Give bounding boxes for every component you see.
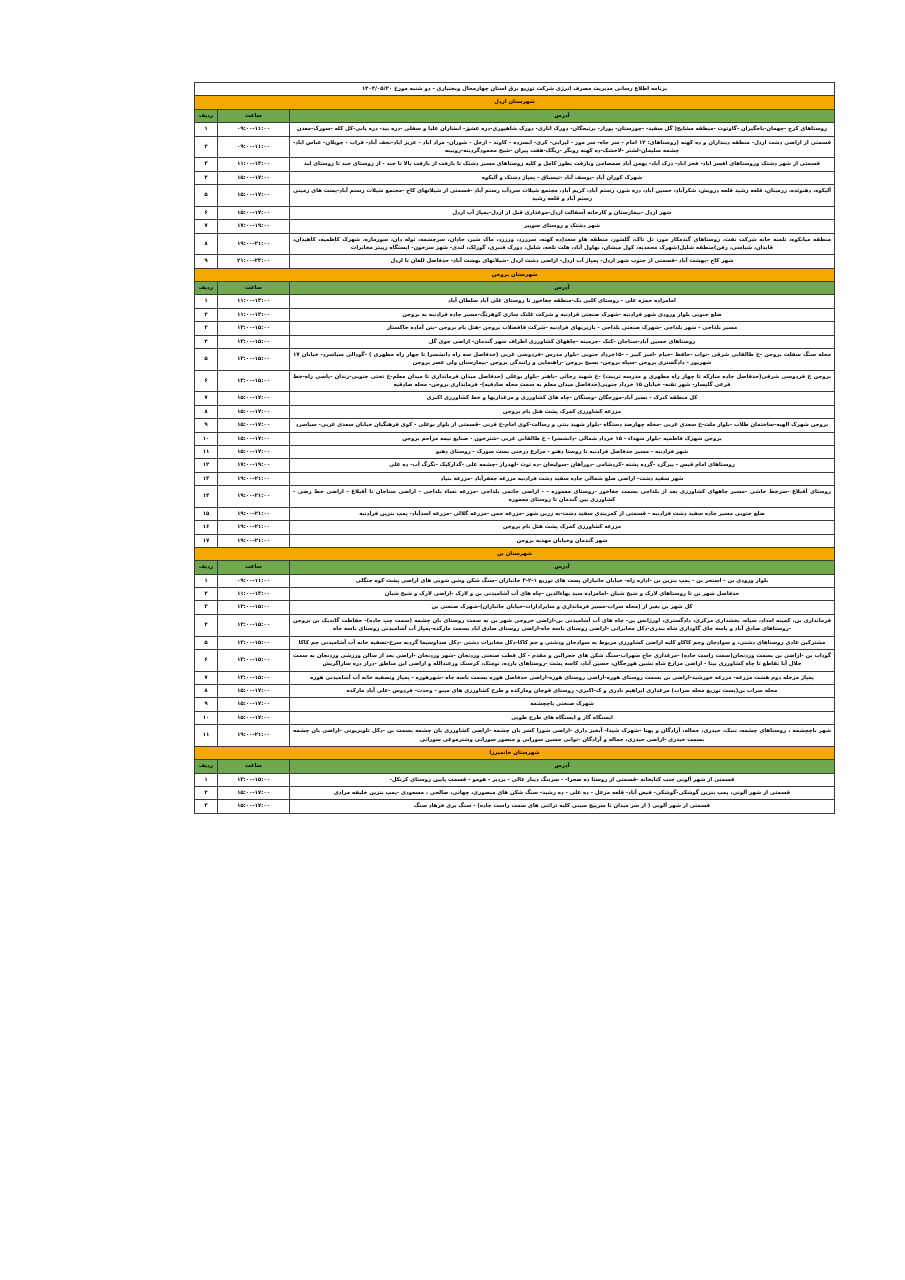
city-banner-row (194, 547, 834, 560)
outage-time: ۱۵:۰۰-۱۷:۰۰ (218, 185, 290, 207)
table-row (194, 445, 834, 458)
column-header-address: آدرس (290, 282, 835, 295)
column-header-time: ساعت (218, 561, 290, 574)
outage-time: ۱۵:۰۰-۱۷:۰۰ (218, 685, 290, 698)
outage-index: ۱۴ (194, 486, 217, 508)
outage-address: بروجن خ فردوسی شرقی(حدفاصل جاده مبارکه تا چهار راه مطهری و مدرسه تربیت) -خ شهید رجائی -باهنر -بلوار بوعلی (حدفاصل میدان فرمانداری تا میدان معلم-خ تختی جنوبی-زندان -پاسی راه-خط فرعی گلپسار- شهر تقنه- خیابان ۱۵ خرداد جنوبی(حدفاصل میدان معلم به سمت محله صادقیه)- فرمانداری بروجن- محله صادقیه (290, 370, 835, 392)
outage-time: ۱۵:۰۰-۱۷:۰۰ (218, 711, 290, 724)
column-header-index: ردیف (194, 282, 217, 295)
outage-address: شهر گندمان وخیابان مهدیه بروجن (290, 534, 835, 547)
outage-index: ۶ (194, 370, 217, 392)
outage-time: ۱۵:۰۰-۱۷:۰۰ (218, 698, 290, 711)
outage-address: بروجن شهرک فاطمیه -بلوار شهداء - ۱۵ خرداد شمالی -دانشسرا - خ طالقانی غربی -شترخون - صنایع نیمه مزاحم بروجن (290, 432, 835, 445)
table-row (194, 698, 834, 711)
outage-index: ۵ (194, 185, 217, 207)
outage-address: شهر سفید دشت- اراضی ضلع شمالی جاده سفید دشت فرادنبه مزرعه جعفرآباد -مزرعه بنیاد (290, 472, 835, 485)
outage-address: شهر کاج -بهشت آباد -قسمتی از جنوب شهر اردل- پمپاژ آب اردل- اراضی دشت اردل -شیلاتهای بهشت آباد- حدفاصل للغان تا اردل (290, 255, 835, 268)
outage-time: ۱۱:۰۰-۱۳:۰۰ (218, 588, 290, 601)
table-row (194, 614, 834, 636)
outage-address: بلوار ورودی بن - استخر بن - پمپ بنزین بن -اداره راه- خیابان جانبازان پست های توزیع ۱-۲-۳ جانبازان -سنگ شکن وشن شوبی های اراضی پشت کوه جنگلی (290, 574, 835, 587)
column-header-time: ساعت (218, 282, 290, 295)
outage-index: ۸ (194, 233, 217, 255)
column-header-row (194, 561, 834, 574)
column-header-time: ساعت (218, 760, 290, 773)
outage-index: ۱۷ (194, 534, 217, 547)
outage-time: ۱۵:۰۰-۱۷:۰۰ (218, 800, 290, 813)
outage-index: ۲ (194, 787, 217, 800)
column-header-row (194, 760, 834, 773)
outage-time: ۱۷:۰۰-۱۹:۰۰ (218, 459, 290, 472)
outage-time: ۲۱:۰۰-۲۳:۰۰ (218, 255, 290, 268)
outage-time: ۱۳:۰۰-۱۵:۰۰ (218, 601, 290, 614)
outage-time: ۱۹:۰۰-۲۱:۰۰ (218, 233, 290, 255)
outage-address: کل منطقه کنرک - نصیر آباد-مورجگان -وستگان -چاه های کشاورزی و مرغداریها و خط کشاورزی اکبری (290, 392, 835, 405)
outage-time: ۱۳:۰۰-۱۵:۰۰ (218, 322, 290, 335)
outage-index: ۶ (194, 649, 217, 671)
outage-index: ۸ (194, 405, 217, 418)
table-row (194, 335, 834, 348)
outage-address: روستای آقبلاغ -سرخط حاشی -مسیر چاههای کشاورزی بعد از بلداجی بسمت جغاخور -روستای معموره - - اراضی خاتمی بلداجی -مزرعه نساء بلداجی - اراضی سناجان تا آقبلاغ - اراضی خط رضی - کشاورزی بین گندمان تا روستای معموره (290, 486, 835, 508)
outage-time: ۱۱:۰۰-۱۳:۰۰ (218, 308, 290, 321)
table-row (194, 711, 834, 724)
table-row (194, 348, 834, 370)
outage-address: قسمتی از شهر دشتک وروستاهای افسر اباد- فخر اباد- دزک آباد- بهمن آباد صمصامی وبازفت بطور کامل و کلیه روستاهای مسیر دشتک تا بازفت از بازفت بالا تا جبد - از روستای جبد تا روستای لبد (290, 158, 835, 171)
outage-time: ۱۹:۰۰-۲۱:۰۰ (218, 534, 290, 547)
outage-address: کل شهر بن بغیر از (محله سراب-مسیر فرمانداری و سایرادارات-خیابان جانبازان)-شهرک صنعتی بن (290, 601, 835, 614)
outage-address: محله سراب بن(پست توزیع محله سراب) مرغداری ابراهیم نادری و ک-اکبری- روستای قوجان ومارکده و طرح کشاورزی های مینو - وحدت- فردوس -علی آباد مارکده (290, 685, 835, 698)
outage-address: شهرک صنعتی باچچشمه (290, 698, 835, 711)
city-banner-row (194, 268, 834, 281)
outage-time: ۱۵:۰۰-۱۷:۰۰ (218, 432, 290, 445)
city-banner-2: شهرستان بن (194, 547, 834, 560)
outage-index: ۶ (194, 206, 217, 219)
outage-index: ۱ (194, 574, 217, 587)
outage-schedule-body (194, 83, 834, 814)
outage-address: روستاهای حسین آباد-سناجان -کنک -جرمبنه -چاههای کشاورزی اطراف شهر گندمان- اراضی جوی گل (290, 335, 835, 348)
table-row (194, 233, 834, 255)
outage-time: ۱۵:۰۰-۱۷:۰۰ (218, 206, 290, 219)
document-title: برنامه اطلاع رسانی مدیریت مصرف انرژی شرکت توزیع برق استان چهارمحال وبختیاری - دو شنبه مورخ ۱۴۰۴/۰۵/۲۰ (194, 83, 834, 96)
table-row (194, 588, 834, 601)
outage-address: شهر باچچشمه ، روستاهای چشمه، تنبک، حیدری، جماله، آزادگان و پهنا -شهرک شیدا- آبخیز داری -اراضی شورا کسر بان چشمه -اراضی کشاورزی بان چشمه بسمت بن -دکل تلویزیونی -اراضی بان چشمه بسمت حیدری -اراضی حیدری، جماله و آزادگان -توانی حسین سورانی و منصور سورانی وشترموغی سورانی (290, 725, 835, 747)
table-row (194, 308, 834, 321)
outage-address: روستاهای امام قیس - پیرگرد -گرده پشته -کردشامی -دورآهان -سولیجان -ده توت -لهدراز -چشمه علی -گدارکپک -نگرگ آب- ده علی (290, 459, 835, 472)
outage-time: ۱۳:۰۰-۱۵:۰۰ (218, 671, 290, 684)
outage-index: ۳ (194, 158, 217, 171)
table-row (194, 322, 834, 335)
outage-time: ۱۵:۰۰-۱۷:۰۰ (218, 419, 290, 432)
outage-schedule-table (194, 82, 835, 814)
column-header-time: ساعت (218, 109, 290, 122)
table-row (194, 185, 834, 207)
outage-time: ۱۳:۰۰-۱۵:۰۰ (218, 649, 290, 671)
outage-index: ۱ (194, 123, 217, 136)
outage-time: ۱۵:۰۰-۱۷:۰۰ (218, 787, 290, 800)
outage-time: ۱۳:۰۰-۱۵:۰۰ (218, 335, 290, 348)
outage-index: ۱۱ (194, 725, 217, 747)
outage-index: ۷ (194, 671, 217, 684)
outage-time: ۱۳:۰۰-۱۵:۰۰ (218, 773, 290, 786)
outage-address: قسمتی از شهر آلونی ( از سر میدان تا سرپیچ سینی کلیه تراتنی های سمت راست جاده) - سنگ بری فرهاد سنگ (290, 800, 835, 813)
table-row (194, 206, 834, 219)
outage-index: ۲ (194, 136, 217, 158)
table-row (194, 255, 834, 268)
table-row (194, 419, 834, 432)
outage-address: شهر فرادنبه - مسیر حدفاصل فرادنبه تا روستا دهنو - مزارع درختی بست سورک - روستای دهنو (290, 445, 835, 458)
column-header-row (194, 109, 834, 122)
outage-address: شهر دشتک و روستای سوپیر (290, 220, 835, 233)
outage-address: شهرک کوران آباد -یوسف آباد -تیسیاق - پمپاژ دشتک و آلیکوه (290, 171, 835, 184)
table-row (194, 472, 834, 485)
column-header-address: آدرس (290, 109, 835, 122)
outage-index: ۹ (194, 698, 217, 711)
column-header-index: ردیف (194, 760, 217, 773)
outage-address: مزرعه کشاورزی کمرک پشت هتل بام بروجن (290, 405, 835, 418)
outage-time: ۱۱:۰۰-۱۳:۰۰ (218, 158, 290, 171)
outage-address: فرمانداری بن، کمیته امداد، سپاه، بخشداری مرکزی، دادگستری، اورژانس بن- چاه های آب آشامیدنی بن-اراضی خروجی شهر بن به سمت روستای بان چشمه (سمت چپ جاده)- حفاظت گاندیک بن بروجن -روستاهای صادق آباد و باسه جای گاوداری شاه بندری-دکل مخابراتی -اراضی روستای باسه جاه-اراضی روستای صادق اباد بسمت مارکده-پمپاژ آب آشامیدنی روستای باسه جاه (290, 614, 835, 636)
outage-address: مسیر بلداجی - شهر بلداجی -شهرک صنعتی بلداجی - بازیربهای فرادنبه -شرکت قافضلاب بروجن -هتل بام بروجن -بتن آماده خاکستار (290, 322, 835, 335)
outage-schedule-sheet (195, 82, 835, 814)
table-row (194, 521, 834, 534)
table-row (194, 136, 834, 158)
table-row (194, 574, 834, 587)
outage-address: آلیکوه، دهنوئده، زرمیتان، قلعه رشید قلعه درویش، شکرآباد، حسین آباد، دره شور، رستم آباد، کریم آباد، مجتمع شیلات سردآب رستم آباد -قسمتی از شیلاتهای کاج -مجتمع شیلات رستم آباد-پست های زمینی رستم آباد و قلعه رشید (290, 185, 835, 207)
table-row (194, 671, 834, 684)
outage-index: ۴ (194, 614, 217, 636)
outage-index: ۷ (194, 392, 217, 405)
table-row (194, 220, 834, 233)
table-row (194, 486, 834, 508)
city-banner-0: شهرستان اردل (194, 96, 834, 109)
table-row (194, 787, 834, 800)
outage-address: ایستگاه گاز و ایستگاه های طرح طوبی (290, 711, 835, 724)
table-row (194, 158, 834, 171)
outage-index: ۱۵ (194, 507, 217, 520)
table-row (194, 601, 834, 614)
table-row (194, 432, 834, 445)
outage-time: ۱۵:۰۰-۱۷:۰۰ (218, 405, 290, 418)
column-header-row (194, 282, 834, 295)
outage-time: ۰۹:۰۰-۱۱:۰۰ (218, 123, 290, 136)
table-row (194, 405, 834, 418)
outage-index: ۸ (194, 685, 217, 698)
outage-address: امامزاده حمزه علی - روستای کلبی بک-منطقه جغاخور تا روستای علی آباد سلطان آباد (290, 295, 835, 308)
outage-address: گوداب بن -اراضی بن بسمت وردنجان(سمت راست جاده) -مرغداری حاج سهراب-سنگ شکن های حجرالبن و مقدم - کل قطب صنعتی وردنجان -شهر وردنجان -اراضی بعد از سالن ورزشی وردنجان به سمت جلال آبا تقاطع تا چاه کشاورزی بینا - اراضی مزارع شاه نشین هورجگان، حسین آباد، کاسه پشت -روستاهای بارده، نومتک، کرسنک ورعبدالله و اراضی این مناطق -دراز دره ساراگریش (290, 649, 835, 671)
outage-index: ۴ (194, 335, 217, 348)
table-row (194, 800, 834, 813)
outage-index: ۵ (194, 348, 217, 370)
outage-index: ۵ (194, 636, 217, 649)
outage-time: ۱۹:۰۰-۲۱:۰۰ (218, 472, 290, 485)
outage-address: روستاهای کرج -چهمان-باجگیران -گاوتوت -منطقه مشایخ( گل سفید- -چوزستان- پوراز- برتیجگان- دورک اتاری- دورک شاهپوری-دره عشق- ابشاران علیا و سفلی -دره بید- دره پابی-کل کله -سورک-معدن (290, 123, 835, 136)
table-row (194, 295, 834, 308)
outage-index: ۱ (194, 773, 217, 786)
outage-index: ۱۱ (194, 445, 217, 458)
outage-index: ۱ (194, 295, 217, 308)
outage-address: قسمتی از شهر آلونی جنب کتابخانه -قسمتی از روستا ده صحرا- - سرتنگ دینار عالی - بردبر - هومو - قسمت پایین روستای کرنکل- (290, 773, 835, 786)
column-header-index: ردیف (194, 109, 217, 122)
outage-time: ۰۹:۰۰-۱۱:۰۰ (218, 136, 290, 158)
table-row (194, 725, 834, 747)
outage-time: ۱۷:۰۰-۱۹:۰۰ (218, 220, 290, 233)
table-row (194, 649, 834, 671)
column-header-index: ردیف (194, 561, 217, 574)
outage-time: ۱۵:۰۰-۱۷:۰۰ (218, 392, 290, 405)
outage-time: ۱۹:۰۰-۲۱:۰۰ (218, 507, 290, 520)
table-row (194, 459, 834, 472)
city-banner-3: شهرستان خانمیرزا (194, 746, 834, 759)
outage-time: ۱۹:۰۰-۲۱:۰۰ (218, 725, 290, 747)
outage-index: ۹ (194, 419, 217, 432)
outage-address: منطقه میانکوه، تلمبه خانه شرکت نفت، روستاهای گندمکار مور، تل تاک، گلشور، منطقه هاو سعد(ده کهنه، سرزرد، ورزرد، ماک شیر، جادان، سرچشمه، توله دان، سورمازه، شهرک کاظمیه، کاهیدان، قابدان، شیاسی، رفن)منطقه شلیل(شهرک محمدیه، کول میشان، بهاول آباد، هلت تلخه، شلیل، دورک قنبری، گوزلک، لندی- شهر سرخون- ایستگاه رپیتر مخابرات (290, 233, 835, 255)
outage-index: ۳ (194, 800, 217, 813)
table-row (194, 773, 834, 786)
outage-index: ۳ (194, 322, 217, 335)
outage-address: قسمتی از اراضی دشت اردل- منطقه دینداران و ده کهنه (روستاهای: ۱۲ امام - سر جاه- سر مور - لیرابی- کری- ابسرده - کاوند - ارجل - شوران- مراد اباد - عزیز اباد-نجف آباد- قراب - جویلان- عباس اباد- چشمه سلیمان-لشتر -لاخشک-ده کهنه روبگر -ریگک-هفت پیران -شیخ محمودگردبنه-روبینه (290, 136, 835, 158)
outage-index: ۹ (194, 255, 217, 268)
outage-index: ۱۰ (194, 432, 217, 445)
table-row (194, 370, 834, 392)
column-header-address: آدرس (290, 561, 835, 574)
outage-time: ۱۹:۰۰-۲۱:۰۰ (218, 486, 290, 508)
outage-time: ۱۳:۰۰-۱۵:۰۰ (218, 636, 290, 649)
city-banner-row (194, 96, 834, 109)
table-row (194, 123, 834, 136)
table-row (194, 636, 834, 649)
outage-address: محله سنگ سفلت بروجن -خ طالقانی شرقی -نواب -حافظ -خیام -امیر کبیر - -۱۵خرداد جنوبی -بلوار مدرس -فردوسی غربی (حدفاصل سه راه دانشسرا تا چهار راه مطهری ) -گودالی سیاسرد- خیابان ۱۷ شهریور - دادگستری بروجن -سپاه بروجن- بسیج بروجن -راهنمایی و رانندگی بروجن -بیمارستان ولی عصر بروجن (290, 348, 835, 370)
outage-address: شهر اردل -بیمارستان و کارخانه آسفالت اردل-موغداری قبل از اردل-پمپاژ آب اردل (290, 206, 835, 219)
outage-time: ۱۱:۰۰-۱۳:۰۰ (218, 295, 290, 308)
outage-address: قسمتی از شهر آلونی، پمپ بنزین گوشکی-گوشکی- فیض آباد- قلعه مزعل - ده علی - ده رشید- سنگ شکن های منصوری، چهانی، صالحی ، مسعودی -پمپ بنزین خلیفه مرادی (290, 787, 835, 800)
outage-index: ۱۲ (194, 459, 217, 472)
outage-index: ۱۶ (194, 521, 217, 534)
document-title-row (194, 83, 834, 96)
outage-index: ۱۳ (194, 472, 217, 485)
outage-time: ۱۵:۰۰-۱۷:۰۰ (218, 171, 290, 184)
table-row (194, 685, 834, 698)
outage-time: ۱۳:۰۰-۱۵:۰۰ (218, 370, 290, 392)
outage-time: ۱۵:۰۰-۱۷:۰۰ (218, 445, 290, 458)
outage-time: ۱۳:۰۰-۱۵:۰۰ (218, 614, 290, 636)
outage-index: ۷ (194, 220, 217, 233)
outage-index: ۲ (194, 308, 217, 321)
outage-index: ۱۰ (194, 711, 217, 724)
outage-index: ۲ (194, 588, 217, 601)
outage-index: ۴ (194, 171, 217, 184)
outage-address: مزرعه کشاورزی کمرک پشت هتل بام بروجن (290, 521, 835, 534)
outage-address: بروجن شهرک الهیه-ساختمان طلاب -بلوار ملت-خ سعدی غربی -محله چهارصد دستگاه -بلوار شهید بنتی و رسالت-کوی امام-خ قرنی -قسمتی از بلوار بوعلی - کوی فرهنگیان خیابان سعدی غربی- سیاسرد (290, 419, 835, 432)
city-banner-1: شهرستان بروجن (194, 268, 834, 281)
outage-time: ۱۳:۰۰-۱۵:۰۰ (218, 348, 290, 370)
outage-time: ۰۹:۰۰-۱۱:۰۰ (218, 574, 290, 587)
outage-address: ضلع جنوبی بلوار ورودی شهر فرادنبه -شهرک صنعتی فرادنبه و شرکت غلتک سازی کوهرنگ-مسیر جاده فرادنبه به بروجن (290, 308, 835, 321)
city-banner-row (194, 746, 834, 759)
table-row (194, 392, 834, 405)
table-row (194, 507, 834, 520)
column-header-address: آدرس (290, 760, 835, 773)
outage-index: ۳ (194, 601, 217, 614)
outage-address: حدفاصل شهر بن تا روستاهای لارک و شیخ شبان -امامزاده سید بهاءالدین -چاه های آب آشامیدنی بن و لارک -اراضی لارک و شیخ شبان (290, 588, 835, 601)
table-row (194, 171, 834, 184)
outage-address: پمپاژ مرحله دوم هشت مزرعه- مزرعه خورشید-اراضی بن بسمت روستای هوره-اراضی روستای هوره-اراضی حدفاصل هوره بسمت باسه جاه -شهرهوره - پمپاژ وتصفیه خانه آب آشامیدنی هوره (290, 671, 835, 684)
outage-time: ۱۹:۰۰-۲۱:۰۰ (218, 521, 290, 534)
outage-address: ضلع جنوبی مسیر جاده سفید دشت فرادنبه - قسمتی از کمربندی سفید دشت-به زربن شهر -مزرعه جمن -مزرعه گلالی -مزرعه اسدآباد- پمپ بنزین فرادنبه (290, 507, 835, 520)
table-row (194, 534, 834, 547)
outage-address: مشترکین عادی روستاهای دشتی، و سوادجان وجم کاکاو کلیه اراضی کشاورزی مربوط به سوادجان ودشتی و جم کاکا-دکل مخابرات دشتی -دکل صداوسیما گردنه سرخ-تصفیه خانه آب آشامیدنی جم کاکا (290, 636, 835, 649)
